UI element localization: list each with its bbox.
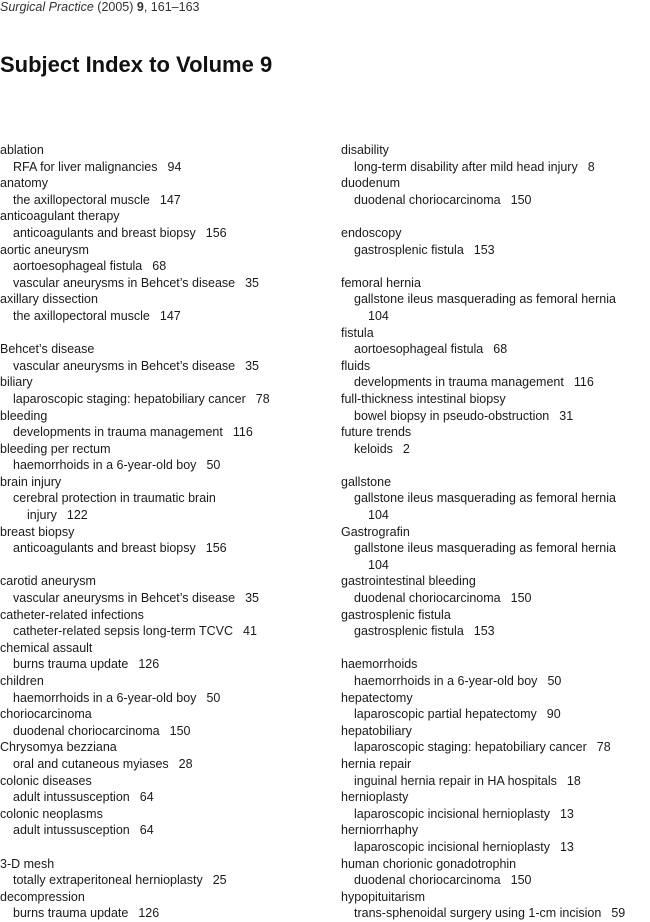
index-subentry <box>341 905 650 922</box>
index-term <box>0 374 330 391</box>
index-term <box>341 391 650 408</box>
page-number: 156 <box>205 225 227 240</box>
entry-text: Chrysomya bezziana <box>0 740 117 755</box>
index-subentry <box>0 457 330 474</box>
index-subentry <box>0 623 330 640</box>
index-term <box>0 474 330 491</box>
entry-text: aortic aneurysm <box>0 242 89 257</box>
index-continuation <box>341 557 650 574</box>
index-term <box>341 889 650 906</box>
entry-text: endoscopy <box>341 225 402 240</box>
index-term <box>341 607 650 624</box>
entry-text: children <box>0 674 44 688</box>
entry-text: laparoscopic incisional hernioplasty <box>354 806 550 821</box>
index-term <box>0 673 330 690</box>
page-number: 68 <box>493 342 508 357</box>
entry-text: hepatectomy <box>341 690 413 705</box>
entry-text: gastrointestinal bleeding <box>341 574 476 589</box>
entry-text: haemorrhoids in a 6-year-old boy <box>354 674 538 688</box>
index-gap <box>341 208 650 225</box>
entry-text: RFA for liver malignancies <box>13 159 158 174</box>
entry-text: hernioplasty <box>341 790 409 805</box>
index-subentry <box>0 159 330 176</box>
index-subentry <box>341 673 650 690</box>
index-subentry <box>341 159 650 176</box>
page-number: 126 <box>138 906 160 921</box>
entry-text: trans-sphenoidal surgery using 1-cm incision <box>354 906 602 921</box>
entry-text: aortoesophageal fistula <box>13 259 143 274</box>
index-term <box>341 474 650 491</box>
entry-text: haemorrhoids <box>341 657 418 672</box>
entry-text: haemorrhoids in a 6-year-old boy <box>13 458 197 473</box>
page-number: 64 <box>139 790 154 805</box>
page-number: 50 <box>206 690 221 705</box>
entry-text: vascular aneurysms in Behcet’s disease <box>13 591 236 606</box>
page-number: 50 <box>206 458 221 473</box>
index-term <box>0 408 330 425</box>
index-column-left <box>0 142 330 922</box>
index-term <box>0 524 330 541</box>
entry-text: choriocarcinoma <box>0 707 92 722</box>
entry-text: bleeding <box>0 408 48 423</box>
entry-text: hepatobiliary <box>341 723 412 738</box>
index-subentry <box>341 623 650 640</box>
entry-text: colonic diseases <box>0 773 92 788</box>
entry-text: adult intussusception <box>13 823 130 838</box>
index-term <box>0 773 330 790</box>
entry-text: cerebral protection in traumatic brain <box>13 491 216 506</box>
index-subentry <box>0 756 330 773</box>
entry-text: the axillopectoral muscle <box>13 192 150 207</box>
index-subentry <box>341 408 650 425</box>
page-number: 64 <box>139 823 154 838</box>
index-term <box>0 806 330 823</box>
page-number: 35 <box>245 358 260 373</box>
index-term <box>341 822 650 839</box>
entry-text: duodenal choriocarcinoma <box>354 873 501 888</box>
entry-text: oral and cutaneous myiases <box>13 756 169 771</box>
entry-text: fistula <box>341 325 374 340</box>
index-term <box>341 524 650 541</box>
page-number: 116 <box>573 375 594 390</box>
entry-text: 104 <box>368 557 389 572</box>
index-term <box>341 358 650 375</box>
page-number: 35 <box>245 275 260 290</box>
index-term <box>0 291 330 308</box>
entry-text: inguinal hernia repair in HA hospitals <box>354 773 557 788</box>
entry-text: aortoesophageal fistula <box>354 342 484 357</box>
index-subentry <box>341 374 650 391</box>
index-gap <box>341 258 650 275</box>
entry-text: gallstone ileus masquerading as femoral hernia <box>354 292 616 307</box>
page-number: 122 <box>66 508 88 523</box>
index-continuation <box>341 507 650 524</box>
entry-text: keloids <box>354 441 393 456</box>
index-gap <box>341 640 650 657</box>
entry-text: gastrosplenic fistula <box>354 624 464 639</box>
index-term <box>341 175 650 192</box>
page-number: 78 <box>255 391 270 406</box>
index-continuation <box>0 507 330 524</box>
index-subentry <box>0 723 330 740</box>
index-gap <box>0 557 330 574</box>
entry-text: 3-D mesh <box>0 856 55 871</box>
entry-text: decompression <box>0 889 85 904</box>
index-term <box>0 739 330 756</box>
page-number: 78 <box>596 740 611 755</box>
entry-text: duodenal choriocarcinoma <box>354 591 501 606</box>
page-number: 41 <box>243 624 257 639</box>
entry-text: duodenum <box>341 176 401 191</box>
page-number: 150 <box>510 591 532 606</box>
page-number: 147 <box>159 192 181 207</box>
index-term <box>341 656 650 673</box>
entry-text: gallstone ileus masquerading as femoral hernia <box>354 491 616 506</box>
index-term <box>341 573 650 590</box>
page-number: 94 <box>167 159 182 174</box>
index-term <box>341 275 650 292</box>
index-subentry <box>0 192 330 209</box>
entry-text: anatomy <box>0 176 48 191</box>
index-subentry <box>341 739 650 756</box>
index-subentry <box>0 225 330 242</box>
index-term <box>0 573 330 590</box>
entry-text: laparoscopic incisional hernioplasty <box>354 839 550 854</box>
page-number: 68 <box>152 259 167 274</box>
entry-text: gallstone <box>341 474 392 489</box>
entry-text: laparoscopic staging: hepatobiliary cancer <box>13 391 246 406</box>
index-subentry <box>341 872 650 889</box>
entry-text: femoral hernia <box>341 275 421 290</box>
index-subentry <box>341 540 650 557</box>
page-number: 156 <box>205 541 227 556</box>
index-term <box>0 889 330 906</box>
index-term <box>0 208 330 225</box>
entry-text: biliary <box>0 375 33 390</box>
entry-text: bleeding per rectum <box>0 441 111 456</box>
index-term <box>341 723 650 740</box>
index-term <box>341 142 650 159</box>
index-subentry <box>0 540 330 557</box>
page-number: 28 <box>178 756 193 771</box>
page-number: 8 <box>587 159 595 174</box>
entry-text: hypopituitarism <box>341 889 426 904</box>
index-subentry <box>0 275 330 292</box>
entry-text: brain injury <box>0 474 62 489</box>
page-number: 126 <box>138 657 160 672</box>
entry-text: burns trauma update <box>13 906 129 921</box>
index-column-right <box>341 142 650 922</box>
index-subentry <box>341 441 650 458</box>
page-number: 116 <box>232 425 253 440</box>
index-term <box>341 225 650 242</box>
index-term <box>341 424 650 441</box>
index-subentry <box>341 341 650 358</box>
page-number: 90 <box>546 707 561 722</box>
journal-header <box>0 0 199 14</box>
page-number: 150 <box>510 873 532 888</box>
index-subentry <box>0 258 330 275</box>
index-subentry <box>341 706 650 723</box>
index-term <box>341 856 650 873</box>
index-term <box>0 706 330 723</box>
index-term <box>0 607 330 624</box>
entry-text: the axillopectoral muscle <box>13 308 150 323</box>
page-number: 25 <box>212 873 227 888</box>
index-term <box>0 640 330 657</box>
entry-text: 104 <box>368 308 389 323</box>
index-continuation <box>341 308 650 325</box>
index-subentry <box>341 192 650 209</box>
journal-volume: 9 <box>136 0 144 14</box>
journal-pages: , 161–163 <box>143 0 200 14</box>
index-subentry <box>0 905 330 922</box>
index-subentry <box>0 308 330 325</box>
entry-text: developments in trauma management <box>13 425 223 440</box>
entry-text: Gastrografin <box>341 524 410 539</box>
page-number: 153 <box>473 624 495 639</box>
entry-text: duodenal choriocarcinoma <box>13 723 160 738</box>
entry-text: human chorionic gonadotrophin <box>341 856 517 871</box>
index-subentry <box>341 590 650 607</box>
entry-text: disability <box>341 143 389 157</box>
index-subentry <box>341 291 650 308</box>
page-title: Subject Index to Volume 9 <box>0 52 273 77</box>
page-number: 59 <box>611 906 626 921</box>
index-subentry <box>0 590 330 607</box>
index-term <box>341 756 650 773</box>
page-number: 153 <box>473 242 495 257</box>
entry-text: long-term disability after mild head injury <box>354 159 578 174</box>
entry-text: chemical assault <box>0 640 93 655</box>
entry-text: anticoagulants and breast biopsy <box>13 541 196 556</box>
entry-text: full-thickness intestinal biopsy <box>341 391 506 406</box>
entry-text: duodenal choriocarcinoma <box>354 192 501 207</box>
index-gap <box>0 839 330 856</box>
index-term <box>0 175 330 192</box>
index-term <box>341 789 650 806</box>
index-gap <box>341 457 650 474</box>
journal-year: (2005) <box>97 0 134 14</box>
entry-text: vascular aneurysms in Behcet’s disease <box>13 358 236 373</box>
index-subentry <box>0 690 330 707</box>
page-number: 2 <box>402 441 410 456</box>
index-subentry <box>341 490 650 507</box>
entry-text: bowel biopsy in pseudo-obstruction <box>354 408 550 423</box>
index-subentry <box>0 391 330 408</box>
index-gap <box>0 325 330 342</box>
entry-text: hernia repair <box>341 756 412 771</box>
index-subentry <box>341 242 650 259</box>
page-number: 50 <box>547 674 562 688</box>
journal-name: Surgical Practice <box>0 0 94 14</box>
index-term <box>0 242 330 259</box>
entry-text: colonic neoplasms <box>0 806 103 821</box>
entry-text: Behcet’s disease <box>0 342 95 357</box>
entry-text: gallstone ileus masquerading as femoral hernia <box>354 541 616 556</box>
index-subentry <box>0 490 330 507</box>
entry-text: totally extraperitoneal hernioplasty <box>13 873 203 888</box>
entry-text: gastrosplenic fistula <box>354 242 464 257</box>
index-subentry <box>0 358 330 375</box>
entry-text: haemorrhoids in a 6-year-old boy <box>13 690 197 705</box>
entry-text: herniorrhaphy <box>341 823 419 838</box>
page-number: 18 <box>566 773 581 788</box>
entry-text: catheter-related infections <box>0 607 144 622</box>
entry-text: anticoagulant therapy <box>0 209 120 224</box>
entry-text: laparoscopic staging: hepatobiliary cancer <box>354 740 587 755</box>
entry-text: laparoscopic partial hepatectomy <box>354 707 537 722</box>
index-term <box>341 690 650 707</box>
entry-text: vascular aneurysms in Behcet’s disease <box>13 275 236 290</box>
index-term <box>0 441 330 458</box>
page-number: 13 <box>559 839 574 854</box>
index-term <box>0 341 330 358</box>
entry-text: carotid aneurysm <box>0 574 96 589</box>
entry-text: developments in trauma management <box>354 375 564 390</box>
index-term <box>0 142 330 159</box>
entry-text: injury <box>27 508 57 523</box>
index-subentry <box>341 839 650 856</box>
entry-text: fluids <box>341 358 371 373</box>
index-subentry <box>0 872 330 889</box>
index-subentry <box>0 789 330 806</box>
entry-text: 104 <box>368 508 389 523</box>
entry-text: burns trauma update <box>13 657 129 672</box>
entry-text: breast biopsy <box>0 524 75 539</box>
page-number: 147 <box>159 308 181 323</box>
entry-text: anticoagulants and breast biopsy <box>13 225 196 240</box>
page-number: 35 <box>245 591 260 606</box>
index-subentry <box>0 656 330 673</box>
entry-text: gastrosplenic fistula <box>341 607 451 622</box>
page-number: 150 <box>510 192 532 207</box>
page-number: 31 <box>559 408 574 423</box>
index-term <box>0 856 330 873</box>
index-subentry <box>0 822 330 839</box>
entry-text: adult intussusception <box>13 790 130 805</box>
index-term <box>341 325 650 342</box>
index-subentry <box>341 806 650 823</box>
entry-text: catheter-related sepsis long-term TCVC <box>13 624 233 639</box>
entry-text: axillary dissection <box>0 292 98 307</box>
entry-text: future trends <box>341 425 412 440</box>
page-number: 13 <box>559 806 574 821</box>
index-subentry <box>341 773 650 790</box>
index-subentry <box>0 424 330 441</box>
page-number: 150 <box>169 723 191 738</box>
entry-text: ablation <box>0 143 44 157</box>
